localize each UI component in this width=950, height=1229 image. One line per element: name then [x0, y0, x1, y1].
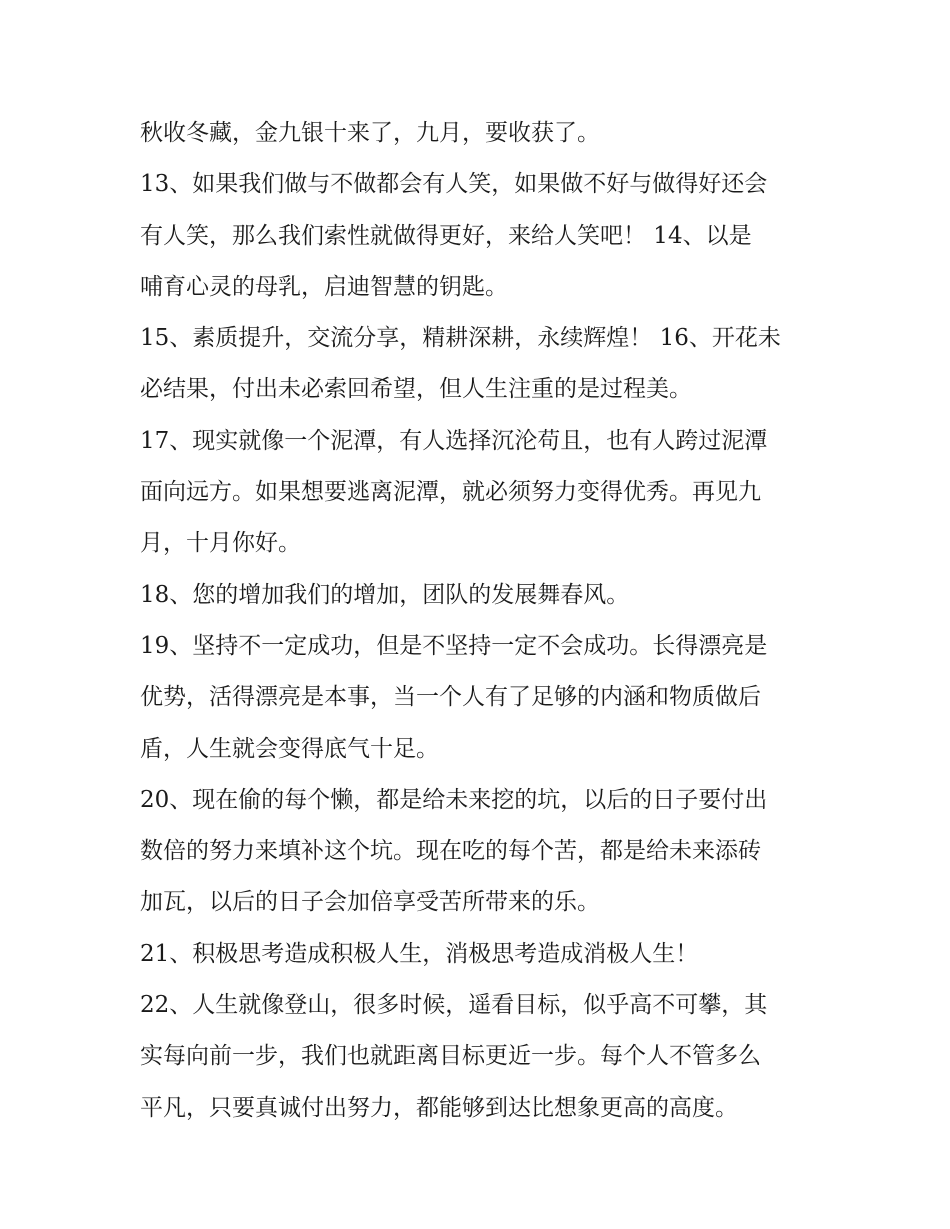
- text-line: 面向远方。如果想要逃离泥潭，就必须努力变得优秀。再见九: [140, 479, 761, 506]
- text-line: 哺育心灵的母乳，启迪智慧的钥匙。: [140, 273, 508, 300]
- text-line: 20、现在偷的每个懒，都是给未来挖的坑，以后的日子要付出: [140, 786, 768, 813]
- text-line: 秋收冬藏，金九银十来了，九月，要收获了。: [140, 120, 600, 146]
- text-line: 有人笑，那么我们索性就做得更好，来给人笑吧！ 14、以是: [140, 222, 752, 249]
- text-line: 实每向前一步，我们也就距离目标更近一步。每个人不管多么: [140, 1043, 761, 1070]
- text-line: 优势，活得漂亮是本事，当一个人有了足够的内涵和物质做后: [140, 684, 761, 711]
- text-line: 必结果，付出未必索回希望，但人生注重的是过程美。: [140, 376, 692, 403]
- text-line: 数倍的努力来填补这个坑。现在吃的每个苦，都是给未来添砖: [140, 838, 761, 865]
- text-line: 19、坚持不一定成功，但是不坚持一定不会成功。长得漂亮是: [140, 632, 768, 659]
- text-line: 加瓦，以后的日子会加倍享受苦所带来的乐。: [140, 889, 600, 916]
- text-line: 18、您的增加我们的增加，团队的发展舞春风。: [140, 581, 630, 608]
- text-line: 平凡，只要真诚付出努力，都能够到达比想象更高的高度。: [140, 1094, 738, 1121]
- body-text: [140, 108, 820, 1134]
- text-line: 月，十月你好。: [140, 530, 301, 557]
- text-line: 21、积极思考造成积极人生，消极思考造成消极人生！: [140, 940, 699, 967]
- text-line: 15、素质提升，交流分享，精耕深耕，永续辉煌！ 16、开花未: [140, 325, 781, 352]
- text-line: 22、人生就像登山，很多时候，遥看目标，似乎高不可攀，其: [140, 992, 768, 1019]
- text-line: 盾，人生就会变得底气十足。: [140, 735, 439, 762]
- text-line: 13、如果我们做与不做都会有人笑，如果做不好与做得好还会: [140, 171, 768, 198]
- text-line: 17、现实就像一个泥潭，有人选择沉沦苟且，也有人跨过泥潭: [140, 427, 768, 454]
